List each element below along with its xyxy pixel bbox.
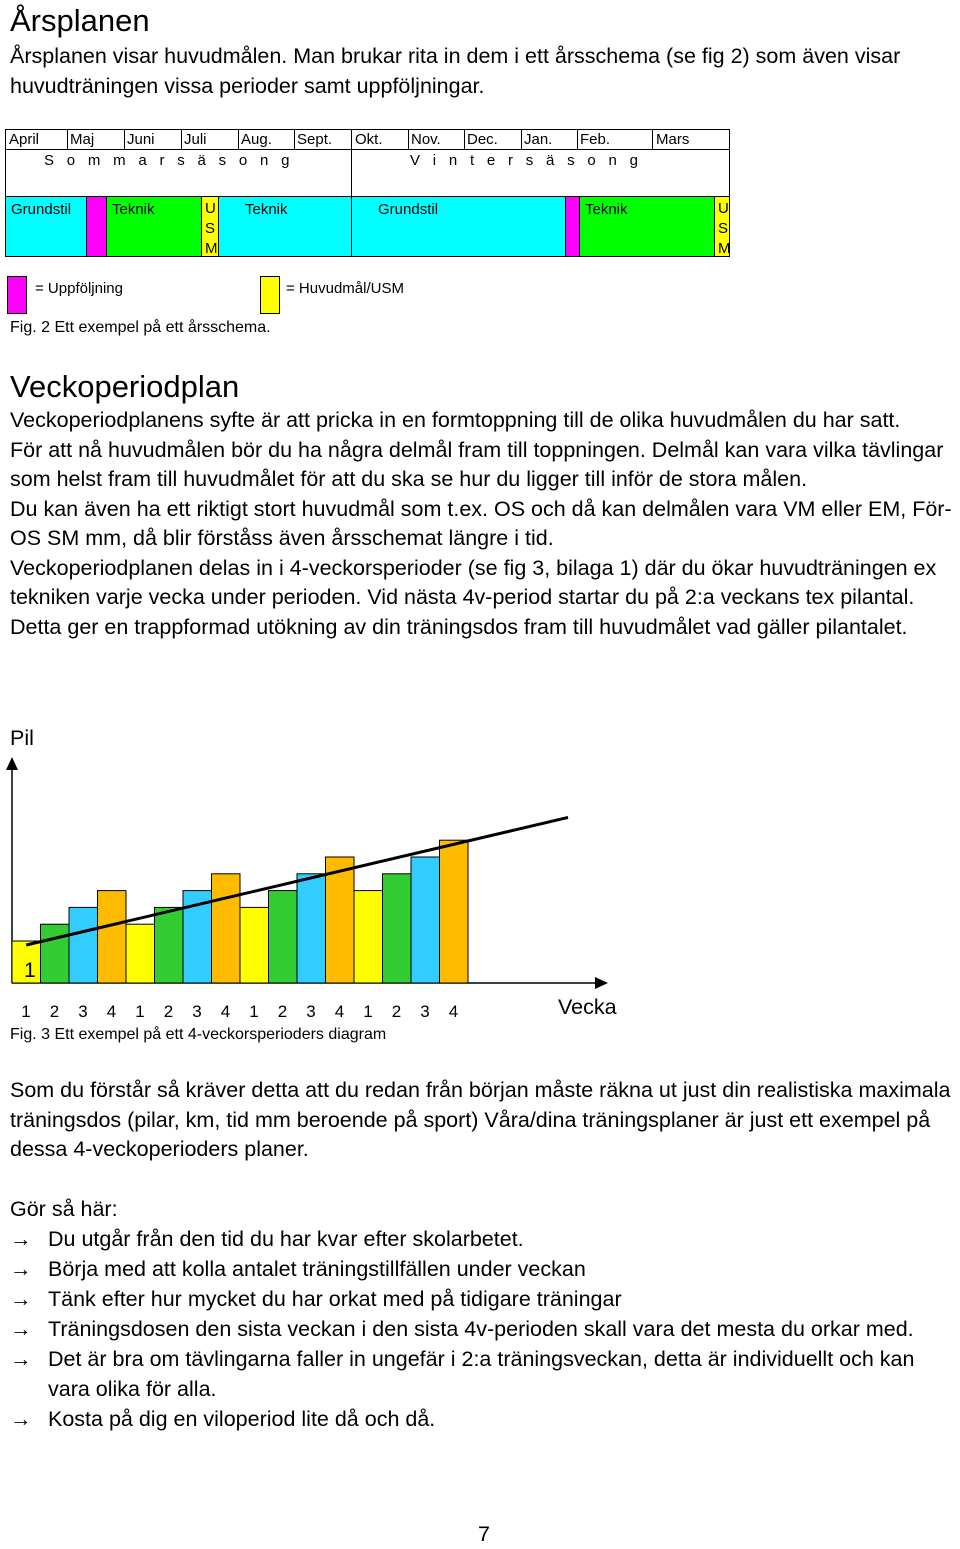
month-label: Okt.	[355, 131, 383, 148]
segment-grundstil: Grundstil	[5, 196, 87, 257]
chart-bar	[41, 924, 70, 983]
arrow-icon: →	[10, 1227, 32, 1251]
y-axis-arrow-icon	[6, 757, 18, 770]
section-title-arsplanen: Årsplanen	[10, 3, 150, 38]
x-tick-label: 1	[135, 1002, 145, 1021]
season-winter: V i n t e r s ä s o n g	[410, 152, 643, 169]
x-tick-label: 3	[192, 1002, 202, 1021]
segment-grundstil: Grundstil	[351, 196, 566, 257]
segment-teknik: Teknik	[218, 196, 352, 257]
arrow-icon: →	[10, 1257, 32, 1281]
month-label: Sept.	[297, 131, 333, 148]
arrow-icon: →	[10, 1347, 32, 1371]
x-tick-label: 1	[363, 1002, 373, 1021]
chart-bar	[212, 874, 241, 983]
month-label: Dec.	[467, 131, 498, 148]
x-tick-label: 4	[448, 1002, 459, 1021]
chart-xlabel: Vecka	[558, 995, 617, 1019]
arrow-icon: →	[10, 1287, 32, 1311]
month-label: Feb.	[580, 131, 611, 148]
x-tick-label: 2	[49, 1002, 60, 1021]
arrow-icon: →	[10, 1407, 32, 1431]
arrow-icon: →	[10, 1317, 32, 1341]
chart-bar	[383, 874, 412, 983]
paragraph: Veckoperiodplanens syfte är att pricka in en formtoppning till de olika huvudmålen du har satt.	[10, 408, 901, 432]
x-tick-label: 1	[249, 1002, 259, 1021]
chart-bar	[269, 891, 298, 983]
howto-list	[10, 1224, 950, 1434]
chart-bar	[297, 874, 326, 983]
segment-uppfoljning	[565, 196, 580, 257]
x-tick-label: 4	[334, 1002, 345, 1021]
segment-teknik: Teknik	[579, 196, 715, 257]
legend-swatch-uppfoljning	[7, 276, 27, 314]
x-tick-label: 2	[163, 1002, 174, 1021]
month-label: Maj	[70, 131, 95, 148]
month-label: Aug.	[241, 131, 272, 148]
segment-usm: U S M	[714, 196, 730, 257]
x-axis-arrow-icon	[595, 977, 608, 989]
legend-swatch-huvudmal	[260, 276, 280, 314]
month-label: Juni	[127, 131, 155, 148]
x-tick-label: 2	[391, 1002, 402, 1021]
season-divider	[351, 150, 352, 196]
chart-bar	[326, 857, 355, 983]
month-label: Mars	[656, 131, 690, 148]
x-tick-label: 4	[220, 1002, 231, 1021]
howto-title: Gör så här:	[10, 1197, 118, 1221]
segment-teknik: Teknik	[106, 196, 202, 257]
fig3-caption: Fig. 3 Ett exempel på ett 4-veckorsperioders diagram	[10, 1026, 387, 1043]
x-tick-label: 3	[78, 1002, 88, 1021]
list-item: → Det är bra om tävlingarna faller in ungefär i 2:a träningsveckan, detta är individuellt och kan vara olika för alla.	[10, 1344, 950, 1404]
chart-bar	[98, 891, 127, 983]
list-item: → Du utgår från den tid du har kvar efter skolarbetet.	[10, 1224, 950, 1254]
chart-bar	[240, 907, 269, 983]
paragraph: Du kan även ha ett riktigt stort huvudmål som t.ex. OS och då kan delmålen vara VM eller EM, För-OS SM mm, då blir förståss även årsschemat längre i tid.	[10, 496, 952, 550]
page-number: 7	[478, 1522, 490, 1546]
list-item: → Kosta på dig en viloperiod lite då och då.	[10, 1404, 950, 1434]
chart-bar	[69, 907, 98, 983]
fig2-caption: Fig. 2 Ett exempel på ett årsschema.	[10, 319, 271, 336]
chart-bar	[354, 891, 383, 983]
segment-usm: U S M	[201, 196, 219, 257]
month-label: Nov.	[411, 131, 441, 148]
legend-huvudmal: = Huvudmål/USM	[286, 280, 404, 297]
chart-bar	[440, 840, 469, 983]
chart-bar	[411, 857, 440, 983]
fig3-chart-area	[0, 725, 960, 1055]
year-plan-figure	[0, 0, 960, 340]
y-tick-label: 1	[24, 959, 36, 982]
intro-paragraph: Årsplanen visar huvudmålen. Man brukar rita in dem i ett årsschema (se fig 2) som även visar huvudträningen vissa perioder samt uppföljningar.	[10, 44, 901, 98]
summary-paragraph: Som du förstår så kräver detta att du redan från början måste räkna ut just din realistiska maximala träningsdos (pilar, km, tid mm beroende på sport) Våra/dina träningsplaner är just ett exempel på dessa 4-veckoperioders planer.	[10, 1078, 951, 1161]
x-tick-label: 2	[277, 1002, 288, 1021]
month-label: April	[9, 131, 40, 148]
list-item: → Träningsdosen den sista veckan i den sista 4v-perioden skall vara det mesta du orkar med.	[10, 1314, 950, 1344]
segment-uppfoljning	[86, 196, 107, 257]
paragraph: Veckoperiodplanen delas in i 4-veckorsperioder (se fig 3, bilaga 1) där du ökar huvudträningen ex tekniken varje vecka under perioden. Vid nästa 4v-period startar du på 2:a veckans tex pilantal. Detta ger en trappformad utökning av din träningsdos fram till huvudmålet vad gäller pilantalet.	[10, 555, 937, 639]
x-tick-label: 3	[306, 1002, 316, 1021]
x-tick-label: 1	[21, 1002, 31, 1021]
section-title-veckoperiodplan: Veckoperiodplan	[10, 369, 240, 404]
month-label: Jan.	[524, 131, 553, 148]
month-label: Juli	[184, 131, 207, 148]
legend-uppfoljning: = Uppföljning	[35, 280, 123, 297]
chart-ylabel: Pil	[10, 726, 34, 750]
list-item: → Tänk efter hur mycket du har orkat med på tidigare träningar	[10, 1284, 950, 1314]
chart-bar	[155, 907, 184, 983]
list-item: → Börja med att kolla antalet träningstillfällen under veckan	[10, 1254, 950, 1284]
x-tick-label: 4	[106, 1002, 117, 1021]
season-summer: S o m m a r s ä s o n g	[44, 152, 294, 169]
veckoperiod-text	[10, 406, 960, 642]
chart-bar	[126, 924, 155, 983]
x-tick-label: 3	[420, 1002, 430, 1021]
paragraph: För att nå huvudmålen bör du ha några delmål fram till toppningen. Delmål kan vara vilka tävlingar som helst fram till huvudmålet för att du ska se hur du ligger till inför de stora målen.	[10, 437, 944, 491]
